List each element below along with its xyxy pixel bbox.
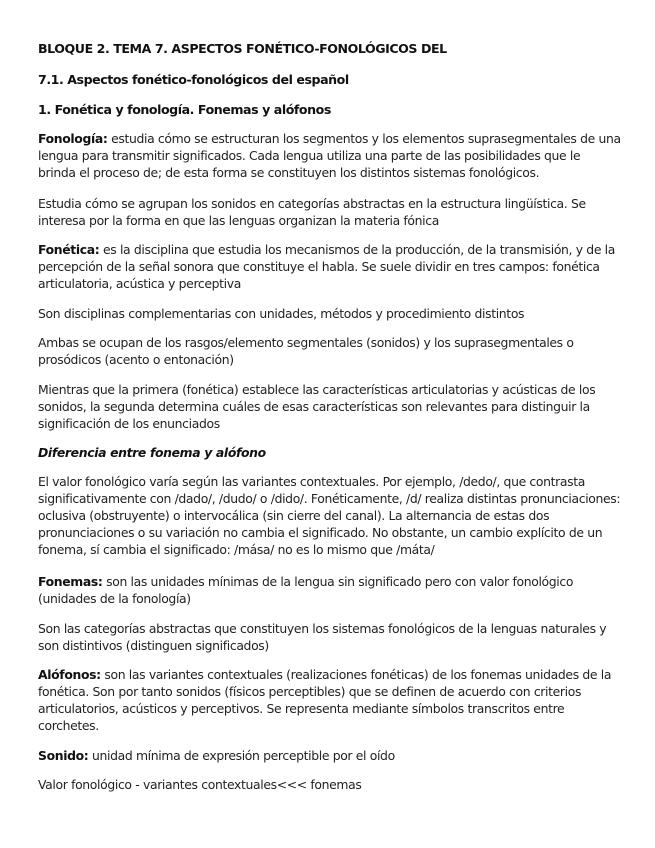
term-alofonos: Alófonos: <box>38 667 101 682</box>
paragraph-line: interesa por la forma en que las lenguas organizan la materia fónica <box>38 213 439 228</box>
definition-text: es la disciplina que estudia los mecanismos de la producción, de la transmisión, y de la <box>99 242 616 257</box>
document-title: BLOQUE 2. TEMA 7. ASPECTOS FONÉTICO-FONOLÓGICOS DEL <box>38 41 447 56</box>
paragraph-line <box>38 131 621 147</box>
paragraph-line: sonidos, la segunda determina cuáles de esas características son relevantes para distinguir la <box>38 399 590 414</box>
paragraph-line: fonema, sí cambia el significado: /mása/ no es lo mismo que /máta/ <box>38 542 435 557</box>
subsection-heading: 1. Fonética y fonología. Fonemas y alófonos <box>38 102 331 117</box>
paragraph-line: articulatoria, acústica y perceptiva <box>38 276 242 291</box>
sonido-paragraph <box>38 748 395 764</box>
paragraph-line: Estudia cómo se agrupan los sonidos en categorías abstractas en la estructura lingüística. Se <box>38 196 586 211</box>
complementarias-paragraph: Son disciplinas complementarias con unidades, métodos y procedimiento distintos <box>38 306 525 321</box>
paragraph-line: (unidades de la fonología) <box>38 591 191 606</box>
definition-text: estudia cómo se estructuran los segmentos y los elementos suprasegmentales de una <box>107 131 621 146</box>
paragraph-line: significativamente con /dado/, /dudo/ o /dido/. Fonéticamente, /d/ realiza distintas pronunciaciones: <box>38 491 621 506</box>
paragraph-line: El valor fonológico varía según las variantes contextuales. Por ejemplo, /dedo/, que contrasta <box>38 474 585 489</box>
section-heading: 7.1. Aspectos fonético-fonológicos del español <box>38 72 349 87</box>
valor-fonologico-line: Valor fonológico - variantes contextuales<<< fonemas <box>38 777 362 792</box>
diferencia-heading: Diferencia entre fonema y alófono <box>38 445 266 460</box>
paragraph-line: pronunciaciones o su variación no cambia el significado. No obstante, un cambio explícito de un <box>38 525 603 540</box>
paragraph-line: corchetes. <box>38 718 99 733</box>
paragraph-line: Ambas se ocupan de los rasgos/elemento segmentales (sonidos) y los suprasegmentales o <box>38 335 574 350</box>
definition-text: son las variantes contextuales (realizaciones fonéticas) de los fonemas unidades de la <box>100 667 612 682</box>
term-sonido: Sonido: <box>38 748 89 763</box>
term-fonemas: Fonemas: <box>38 574 103 589</box>
paragraph-line <box>38 574 573 590</box>
paragraph-line: oclusiva (obstruyente) o intervocálica (sin cierre del canal). La alternancia de estas dos <box>38 508 550 523</box>
paragraph-line: Mientras que la primera (fonética) establece las características articulatorias y acústicas de los <box>38 382 596 397</box>
paragraph-line: articulatorios, acústicos y perceptivos. Se representa mediante símbolos transcritos entre <box>38 701 565 716</box>
definition-text: son las unidades mínimas de la lengua sin significado pero con valor fonológico <box>102 574 574 589</box>
paragraph-line: lengua para transmitir significados. Cada lengua utiliza una parte de las posibilidades que le <box>38 148 581 163</box>
paragraph-line <box>38 242 615 258</box>
paragraph-line: brinda el proceso de; de esta forma se constituyen los distintos sistemas fonológicos. <box>38 165 540 180</box>
paragraph-line: percepción de la señal sonora que constituye el habla. Se suele dividir en tres campos: fonética <box>38 259 600 274</box>
term-fonologia: Fonología: <box>38 131 108 146</box>
paragraph-line: Son las categorías abstractas que constituyen los sistemas fonológicos de la lenguas naturales y <box>38 621 607 636</box>
paragraph-line: prosódicos (acento o entonación) <box>38 352 234 367</box>
paragraph-line: fonética. Son por tanto sonidos (físicos perceptibles) que se definen de acuerdo con criterios <box>38 684 582 699</box>
definition-text: unidad mínima de expresión perceptible por el oído <box>88 748 395 763</box>
paragraph-line <box>38 667 611 683</box>
term-fonetica: Fonética: <box>38 242 100 257</box>
paragraph-line: son distintivos (distinguen significados) <box>38 638 269 653</box>
paragraph-line: significación de los enunciados <box>38 416 220 431</box>
